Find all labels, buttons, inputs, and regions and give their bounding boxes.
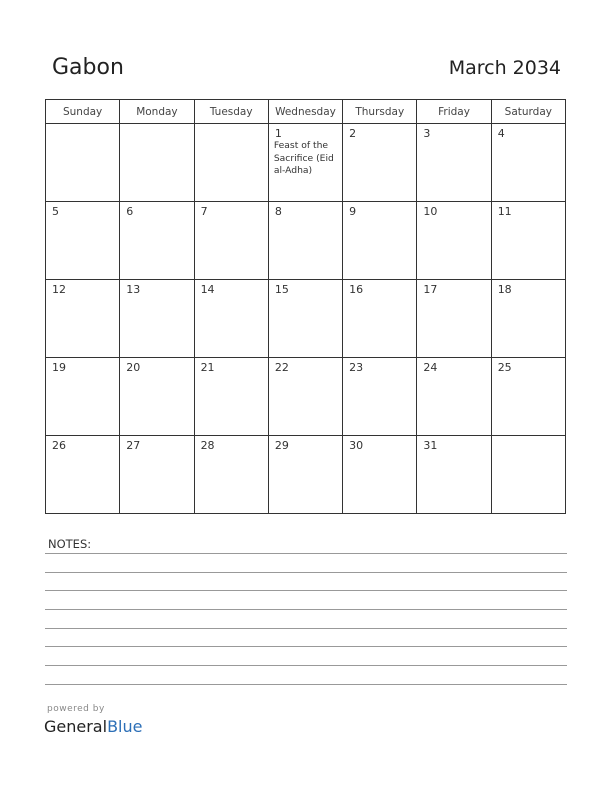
day-number: 25 xyxy=(497,361,512,374)
day-cell[interactable] xyxy=(417,202,491,280)
day-number: 14 xyxy=(200,283,215,296)
day-number: 3 xyxy=(423,127,431,140)
day-number: 26 xyxy=(52,439,66,452)
week-row xyxy=(46,358,566,436)
week-row xyxy=(46,124,566,202)
week-row xyxy=(46,202,566,280)
day-number: 28 xyxy=(200,439,215,452)
day-cell[interactable] xyxy=(194,436,268,514)
day-number: 1 xyxy=(274,127,282,140)
notes-line xyxy=(45,684,567,685)
day-cell[interactable] xyxy=(46,358,120,436)
calendar-grid xyxy=(45,99,566,514)
weekday-wednesday: Wednesday xyxy=(268,100,342,124)
notes-line xyxy=(45,609,567,610)
weekday-saturday: Saturday xyxy=(491,100,565,124)
day-number: 19 xyxy=(52,361,66,374)
weekday-friday: Friday xyxy=(417,100,491,124)
day-number: 17 xyxy=(423,283,438,296)
day-cell[interactable] xyxy=(343,202,417,280)
day-cell[interactable] xyxy=(268,124,342,202)
day-number: 8 xyxy=(274,205,282,218)
notes-line xyxy=(45,572,567,573)
day-cell[interactable] xyxy=(46,202,120,280)
day-cell[interactable] xyxy=(343,280,417,358)
day-number: 2 xyxy=(349,127,357,140)
day-number: 27 xyxy=(126,439,141,452)
day-cell[interactable] xyxy=(268,436,342,514)
notes-line xyxy=(45,646,567,647)
powered-by-text: powered by xyxy=(47,704,105,714)
day-cell[interactable] xyxy=(268,358,342,436)
day-number: 12 xyxy=(52,283,66,296)
day-cell[interactable] xyxy=(417,358,491,436)
country-title: Gabon xyxy=(52,55,124,80)
week-row xyxy=(46,436,566,514)
notes-line xyxy=(45,590,567,591)
day-cell[interactable] xyxy=(417,124,491,202)
notes-line xyxy=(45,628,567,629)
logo-blue-text: Blue xyxy=(107,717,143,736)
day-number: 9 xyxy=(349,205,357,218)
day-cell[interactable] xyxy=(120,280,194,358)
day-number: 6 xyxy=(126,205,134,218)
notes-label: NOTES: xyxy=(48,537,92,551)
day-cell[interactable] xyxy=(417,436,491,514)
day-cell[interactable] xyxy=(194,280,268,358)
day-number: 30 xyxy=(349,439,364,452)
day-cell[interactable] xyxy=(491,124,565,202)
day-cell[interactable] xyxy=(491,280,565,358)
day-number: 23 xyxy=(349,361,364,374)
day-number: 18 xyxy=(497,283,512,296)
day-number: 24 xyxy=(423,361,438,374)
day-cell[interactable] xyxy=(268,280,342,358)
day-number: 16 xyxy=(349,283,364,296)
notes-line xyxy=(45,665,567,666)
day-cell[interactable] xyxy=(46,436,120,514)
day-cell[interactable] xyxy=(343,436,417,514)
generalblue-logo[interactable] xyxy=(44,717,142,736)
day-cell[interactable] xyxy=(120,436,194,514)
day-cell[interactable] xyxy=(46,124,120,202)
day-cell[interactable] xyxy=(194,358,268,436)
month-title: March 2034 xyxy=(448,57,561,79)
weekday-thursday: Thursday xyxy=(343,100,417,124)
day-number: 5 xyxy=(52,205,59,218)
day-cell[interactable] xyxy=(491,436,565,514)
day-cell[interactable] xyxy=(268,202,342,280)
weekday-monday: Monday xyxy=(120,100,194,124)
day-cell[interactable] xyxy=(491,358,565,436)
day-number: 29 xyxy=(274,439,289,452)
weekday-sunday: Sunday xyxy=(46,100,120,124)
week-row xyxy=(46,280,566,358)
day-number: 7 xyxy=(200,205,208,218)
day-number: 20 xyxy=(126,361,141,374)
notes-line xyxy=(45,553,567,554)
day-cell[interactable] xyxy=(120,202,194,280)
weekday-tuesday: Tuesday xyxy=(194,100,268,124)
day-number: 4 xyxy=(497,127,505,140)
logo-general-text: General xyxy=(44,717,108,736)
day-cell[interactable] xyxy=(491,202,565,280)
day-cell[interactable] xyxy=(343,124,417,202)
day-number: 31 xyxy=(423,439,438,452)
day-cell[interactable] xyxy=(194,124,268,202)
day-cell[interactable] xyxy=(46,280,120,358)
day-cell[interactable] xyxy=(343,358,417,436)
day-cell[interactable] xyxy=(120,124,194,202)
day-cell[interactable] xyxy=(120,358,194,436)
day-cell[interactable] xyxy=(417,280,491,358)
weekday-header-row xyxy=(46,100,566,124)
day-number: 13 xyxy=(126,283,141,296)
day-number: 11 xyxy=(497,205,512,218)
day-number: 22 xyxy=(274,361,289,374)
holiday-label: Feast of the Sacrifice (Eid al-Adha) xyxy=(273,140,334,176)
day-number: 10 xyxy=(423,205,438,218)
day-number: 21 xyxy=(200,361,215,374)
day-number: 15 xyxy=(274,283,289,296)
day-cell[interactable] xyxy=(194,202,268,280)
